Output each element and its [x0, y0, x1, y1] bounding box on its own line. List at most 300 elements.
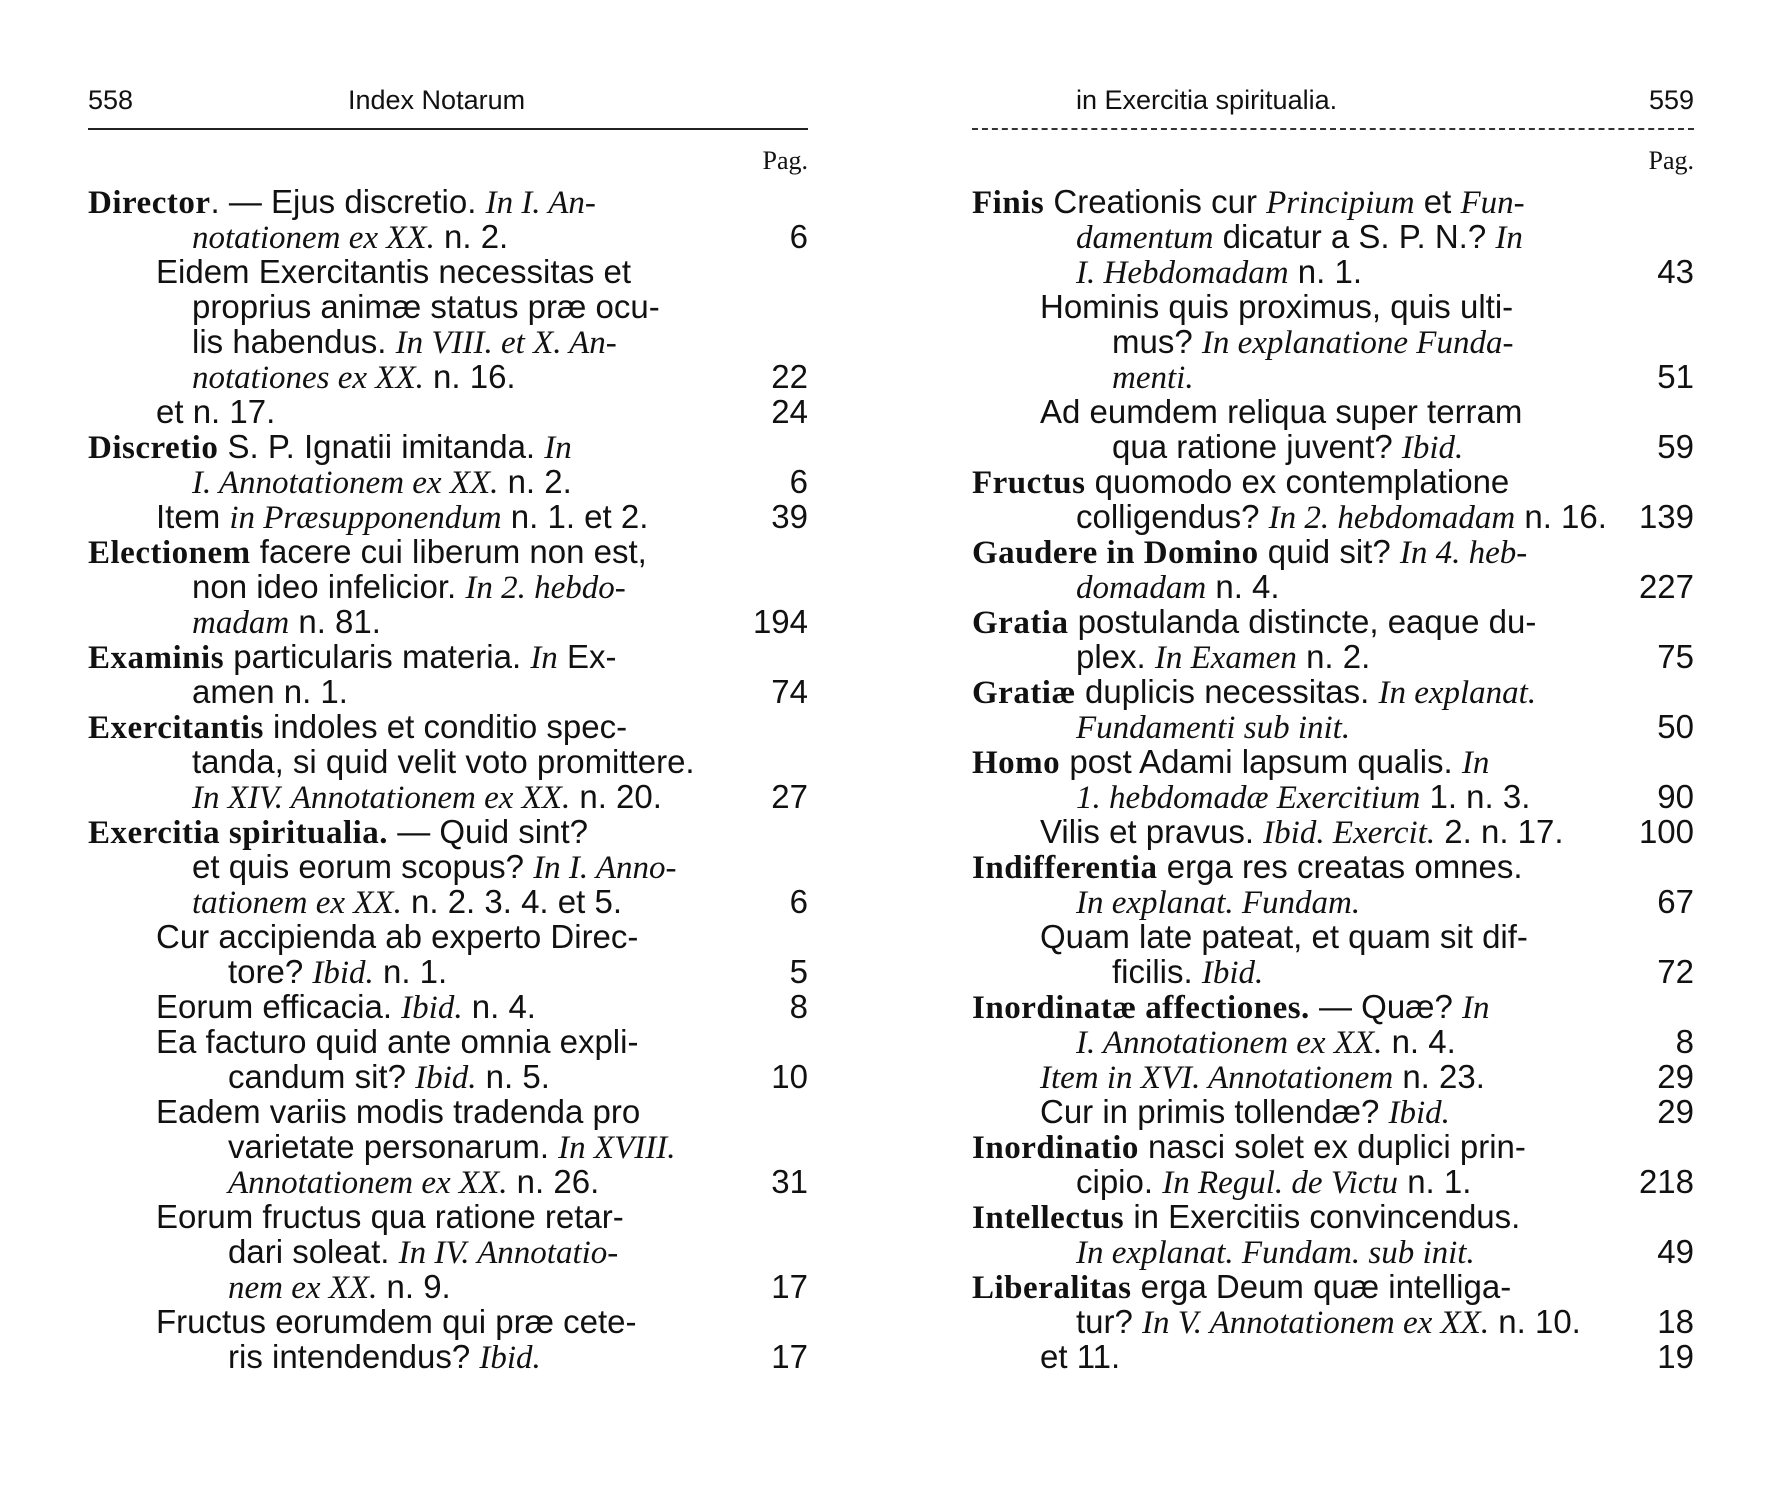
- entry-text: [88, 534, 647, 571]
- index-line: [972, 604, 1694, 639]
- entry-text: [192, 219, 508, 256]
- index-line: [88, 499, 808, 534]
- entry-text: [228, 1269, 451, 1306]
- entry-reference: In 4. heb-: [1399, 535, 1528, 571]
- entry-reference: I. Annotationem ex XX.: [1076, 1025, 1383, 1061]
- entry-text: [1076, 499, 1607, 536]
- index-line: [88, 569, 808, 604]
- entry-text: [1040, 394, 1522, 429]
- entry-text: [156, 919, 638, 954]
- entry-reference: In: [530, 640, 558, 676]
- index-line: [88, 254, 808, 289]
- entry-text: [156, 1199, 624, 1234]
- entry-plain-text: mus?: [1112, 323, 1202, 360]
- index-line: [88, 1094, 808, 1129]
- page-ref-number: 51: [1657, 358, 1694, 395]
- index-line: [972, 1199, 1694, 1234]
- entry-reference: In Examen: [1154, 640, 1297, 676]
- entry-plain-text: Quam late pateat, et quam sit dif-: [1040, 918, 1528, 955]
- entry-plain-text: 1. n. 3.: [1420, 778, 1531, 815]
- entry-plain-text: tore?: [228, 953, 313, 990]
- headword: Examinis: [88, 640, 225, 676]
- entry-text: [1076, 569, 1280, 606]
- index-line: [972, 534, 1694, 569]
- entry-reference: Ibid.: [401, 990, 463, 1026]
- entry-reference: Ibid.: [479, 1340, 541, 1376]
- index-line: [88, 814, 808, 849]
- entry-text: [1076, 884, 1360, 921]
- headword: Director: [88, 185, 211, 221]
- entry-plain-text: plex.: [1076, 638, 1155, 675]
- entry-plain-text: n. 1. et 2.: [501, 498, 649, 535]
- header-rule: [972, 128, 1694, 130]
- headword: Inordinatæ affectiones.: [972, 990, 1310, 1026]
- running-head: in Exercitia spiritualia.: [1076, 85, 1338, 115]
- entry-text: [192, 849, 676, 886]
- entry-plain-text: et quis eorum scopus?: [192, 848, 534, 885]
- page-ref-number: 29: [1657, 1058, 1694, 1095]
- entry-plain-text: particularis materia.: [224, 638, 531, 675]
- entry-reference: Ibid.: [1201, 955, 1264, 991]
- index-entries: [88, 184, 808, 1374]
- page-ref-number: 90: [1657, 778, 1694, 815]
- headword: Gratia: [972, 605, 1069, 641]
- entry-text: [192, 779, 662, 816]
- entry-plain-text: — Quid sint?: [388, 813, 588, 850]
- index-line: [972, 814, 1694, 849]
- index-line: [972, 1269, 1694, 1304]
- entry-plain-text: n. 1.: [1288, 253, 1363, 290]
- index-line: [972, 1339, 1694, 1374]
- header-rule: [88, 128, 808, 130]
- page-ref-number: 227: [1638, 568, 1694, 605]
- index-line: [88, 674, 808, 709]
- entry-reference: notationes ex XX.: [192, 360, 424, 396]
- entry-text: [1076, 254, 1362, 291]
- index-line: [972, 1234, 1694, 1269]
- index-line: [88, 1269, 808, 1304]
- page-ref-number: 67: [1657, 883, 1694, 920]
- entry-plain-text: Ad eumdem reliqua super terram: [1040, 393, 1523, 430]
- entry-plain-text: qua ratione juvent?: [1112, 428, 1402, 465]
- index-line: [972, 569, 1694, 604]
- entry-reference: In VIII. et X. An-: [395, 325, 617, 361]
- index-line: [972, 219, 1694, 254]
- entry-plain-text: n. 2.: [1296, 638, 1371, 675]
- entry-text: [192, 744, 695, 779]
- entry-reference: In IV. Annotatio-: [398, 1235, 619, 1271]
- index-line: [88, 849, 808, 884]
- entry-text: [88, 639, 616, 676]
- entry-plain-text: n. 10.: [1489, 1303, 1581, 1340]
- entry-text: [972, 989, 1490, 1026]
- entry-reference: Fun-: [1460, 185, 1525, 221]
- page-ref-number: 6: [789, 463, 808, 500]
- entry-text: [972, 464, 1509, 501]
- entry-text: [1112, 359, 1194, 396]
- entry-text: [1040, 1059, 1485, 1096]
- entry-plain-text: . — Ejus discretio.: [210, 183, 486, 220]
- entry-reference: In explanat.: [1378, 675, 1537, 711]
- entry-text: [972, 1269, 1511, 1306]
- entry-plain-text: indoles et conditio spec-: [263, 708, 628, 745]
- entry-reference: I. Annotationem ex XX.: [192, 465, 499, 501]
- page-ref-number: 27: [771, 778, 808, 815]
- entry-reference: Ibid.: [1401, 430, 1464, 466]
- entry-reference: Fundamenti sub init.: [1076, 710, 1351, 746]
- entry-plain-text: postulanda distincte, eaque du-: [1068, 603, 1537, 640]
- entry-text: [1076, 709, 1350, 746]
- entry-reference: Ibid.: [1388, 1095, 1450, 1131]
- entry-text: [972, 1129, 1526, 1166]
- index-line: [972, 1129, 1694, 1164]
- headword: Finis: [972, 185, 1045, 221]
- entry-reference: In I. Anno-: [533, 850, 677, 886]
- index-line: [88, 429, 808, 464]
- entry-plain-text: n. 4.: [462, 988, 536, 1025]
- entry-text: [192, 604, 381, 641]
- index-line: [972, 1304, 1694, 1339]
- entry-text: [88, 184, 596, 221]
- entry-text: [192, 324, 617, 361]
- page-ref-number: 29: [1657, 1093, 1694, 1130]
- entry-text: [192, 884, 622, 921]
- entry-reference: in Præsupponendum: [229, 500, 502, 536]
- entry-plain-text: 2. n. 17.: [1435, 813, 1564, 850]
- entry-reference: In: [1462, 990, 1490, 1026]
- page-ref-number: 31: [771, 1163, 808, 1200]
- entry-reference: Ibid. Exercit.: [1263, 815, 1436, 851]
- headword: Gaudere in Domino: [972, 535, 1259, 571]
- index-line: [88, 1304, 808, 1339]
- entry-text: [1112, 429, 1463, 466]
- entry-plain-text: n. 1.: [373, 953, 448, 990]
- entry-text: [972, 534, 1527, 571]
- entry-text: [192, 289, 660, 324]
- pag-label: Pag.: [762, 146, 808, 175]
- headword: Liberalitas: [972, 1270, 1132, 1306]
- entry-plain-text: varietate personarum.: [228, 1128, 559, 1165]
- entry-plain-text: ris intendendus?: [228, 1338, 480, 1375]
- index-line: [972, 709, 1694, 744]
- entry-plain-text: n. 9.: [377, 1268, 451, 1305]
- page-ref-number: 5: [789, 953, 808, 990]
- entry-text: [88, 709, 627, 746]
- entry-plain-text: Eorum efficacia.: [156, 988, 402, 1025]
- headword: Intellectus: [972, 1200, 1125, 1236]
- entry-plain-text: et: [1414, 183, 1461, 220]
- entry-plain-text: erga res creatas omnes.: [1157, 848, 1523, 885]
- index-line: [972, 884, 1694, 919]
- page-ref-number: 59: [1657, 428, 1694, 465]
- entry-text: [156, 1094, 640, 1129]
- entry-plain-text: n. 26.: [507, 1163, 600, 1200]
- headword: Homo: [972, 745, 1061, 781]
- index-line: [972, 254, 1694, 289]
- index-line: [88, 359, 808, 394]
- entry-reference: Ibid.: [312, 955, 374, 991]
- index-line: [88, 324, 808, 359]
- entry-plain-text: colligendus?: [1076, 498, 1269, 535]
- page-ref-number: 17: [771, 1268, 808, 1305]
- entry-text: [1076, 1024, 1456, 1061]
- index-line: [88, 289, 808, 324]
- index-line: [88, 184, 808, 219]
- entry-reference: In: [544, 430, 572, 466]
- entry-plain-text: Eadem variis modis tradenda pro: [156, 1093, 641, 1130]
- index-line: [88, 1129, 808, 1164]
- entry-text: [1040, 1339, 1120, 1374]
- entry-text: [228, 1339, 541, 1376]
- entry-text: [972, 674, 1536, 711]
- entry-plain-text: non ideo infelicior.: [192, 568, 466, 605]
- entry-text: [228, 1164, 599, 1201]
- entry-plain-text: dicatur a S. P. N.?: [1213, 218, 1496, 255]
- index-line: [88, 709, 808, 744]
- entry-text: [1040, 289, 1513, 324]
- entry-plain-text: proprius animæ status præ ocu-: [192, 288, 660, 325]
- entry-text: [972, 849, 1523, 886]
- index-line: [88, 464, 808, 499]
- entry-reference: In Regul. de Victu: [1162, 1165, 1399, 1201]
- entry-reference: In I. An-: [485, 185, 596, 221]
- headword: Exercitantis: [88, 710, 264, 746]
- entry-reference: In XIV. Annotationem ex XX.: [192, 780, 571, 816]
- entry-plain-text: Item: [156, 498, 230, 535]
- entry-reference: In: [1495, 220, 1523, 256]
- page-ref-number: 100: [1638, 813, 1694, 850]
- index-line: [972, 1024, 1694, 1059]
- page-ref-number: 43: [1657, 253, 1694, 290]
- entry-plain-text: Creationis cur: [1044, 183, 1267, 220]
- entry-plain-text: cipio.: [1076, 1163, 1163, 1200]
- entry-plain-text: ficilis.: [1112, 953, 1202, 990]
- page-ref-number: 75: [1657, 638, 1694, 675]
- entry-reference: In V. Annotationem ex XX.: [1142, 1305, 1490, 1341]
- entry-reference: In XVIII.: [558, 1130, 676, 1166]
- entry-reference: Annotationem ex XX.: [228, 1165, 508, 1201]
- entry-reference: I. Hebdomadam: [1076, 255, 1289, 291]
- right-page: [972, 0, 1694, 1500]
- index-line: [88, 779, 808, 814]
- index-line: [972, 394, 1694, 429]
- index-line: [88, 1164, 808, 1199]
- index-line: [88, 884, 808, 919]
- entry-plain-text: n. 4.: [1206, 568, 1280, 605]
- entry-plain-text: et 11.: [1040, 1338, 1121, 1375]
- entry-plain-text: candum sit?: [228, 1058, 416, 1095]
- entry-plain-text: n. 20.: [570, 778, 662, 815]
- entry-plain-text: Eidem Exercitantis necessitas et: [156, 253, 632, 290]
- page-ref-number: 6: [789, 218, 808, 255]
- entry-reference: tationem ex XX.: [192, 885, 402, 921]
- entry-reference: madam: [192, 605, 290, 641]
- entry-plain-text: n. 23.: [1393, 1058, 1485, 1095]
- left-header: [88, 82, 808, 118]
- entry-plain-text: nasci solet ex duplici prin-: [1138, 1128, 1526, 1165]
- page-ref-number: 72: [1657, 953, 1694, 990]
- page-ref-number: 74: [771, 673, 808, 710]
- entry-plain-text: n. 2.: [434, 218, 509, 255]
- entry-text: [156, 254, 631, 289]
- page-ref-number: 22: [771, 358, 808, 395]
- page-number: 558: [88, 85, 134, 115]
- index-line: [88, 1059, 808, 1094]
- index-line: [972, 429, 1694, 464]
- entry-text: [156, 499, 648, 536]
- entry-text: [192, 464, 572, 501]
- entry-plain-text: quid sit?: [1258, 533, 1400, 570]
- entry-reference: menti.: [1112, 360, 1194, 396]
- headword: Fructus: [972, 465, 1086, 501]
- page-ref-number: 10: [771, 1058, 808, 1095]
- headword: Discretio: [88, 430, 219, 466]
- entry-text: [156, 1304, 637, 1339]
- page-ref-number: 19: [1657, 1338, 1694, 1375]
- entry-text: [972, 744, 1489, 781]
- entry-text: [1076, 1234, 1475, 1271]
- index-line: [972, 289, 1694, 324]
- entry-text: [156, 989, 536, 1026]
- entry-reference: In 2. hebdo-: [465, 570, 626, 606]
- entry-reference: nem ex XX.: [228, 1270, 378, 1306]
- index-line: [88, 1339, 808, 1374]
- pag-label: Pag.: [1648, 146, 1694, 175]
- entry-text: [88, 429, 572, 466]
- entry-plain-text: Vilis et pravus.: [1040, 813, 1264, 850]
- entry-plain-text: tur?: [1076, 1303, 1143, 1340]
- entry-plain-text: Hominis quis proximus, quis ulti-: [1040, 288, 1514, 325]
- entry-plain-text: dari soleat.: [228, 1233, 399, 1270]
- entry-reference: In explanatione Funda-: [1201, 325, 1514, 361]
- entry-plain-text: erga Deum quæ intelliga-: [1131, 1268, 1512, 1305]
- entry-text: [1040, 919, 1528, 954]
- entry-plain-text: n. 5.: [476, 1058, 550, 1095]
- page-ref-number: 8: [1675, 1023, 1694, 1060]
- page-ref-number: 218: [1638, 1163, 1694, 1200]
- entry-reference: In: [1461, 745, 1490, 781]
- entry-text: [228, 954, 447, 991]
- index-line: [88, 1234, 808, 1269]
- entry-text: [1112, 954, 1263, 991]
- index-line: [972, 989, 1694, 1024]
- index-line: [972, 359, 1694, 394]
- entry-plain-text: Fructus eorumdem qui præ cete-: [156, 1303, 637, 1340]
- entry-text: [1076, 1304, 1581, 1341]
- entry-text: [1076, 639, 1370, 676]
- entry-plain-text: facere cui liberum non est,: [250, 533, 647, 570]
- entry-reference: Item in XVI. Annotationem: [1040, 1060, 1394, 1096]
- page-ref-number: 50: [1657, 708, 1694, 745]
- index-line: [972, 1094, 1694, 1129]
- entry-text: [192, 569, 626, 606]
- entry-text: [1076, 1164, 1471, 1201]
- entry-plain-text: n. 81.: [289, 603, 381, 640]
- entry-text: [228, 1059, 550, 1096]
- entry-plain-text: n. 16.: [1515, 498, 1607, 535]
- entry-text: [192, 674, 348, 709]
- entry-plain-text: n. 1.: [1398, 1163, 1472, 1200]
- index-line: [972, 639, 1694, 674]
- page-ref-number: 194: [752, 603, 808, 640]
- index-line: [88, 919, 808, 954]
- headword: Exercitia spiritualia.: [88, 815, 389, 851]
- entry-plain-text: in Exercitiis convincendus.: [1124, 1198, 1521, 1235]
- left-page: [88, 0, 808, 1500]
- entry-plain-text: Ex-: [557, 638, 617, 675]
- entry-text: [972, 604, 1536, 641]
- index-line: [972, 779, 1694, 814]
- index-line: [972, 184, 1694, 219]
- entry-plain-text: S. P. Ignatii imitanda.: [218, 428, 545, 465]
- entry-plain-text: Cur in primis tollendæ?: [1040, 1093, 1389, 1130]
- entry-text: [156, 394, 275, 429]
- entry-reference: In explanat. Fundam.: [1076, 885, 1361, 921]
- entry-text: [1040, 1094, 1450, 1131]
- entry-reference: In explanat. Fundam. sub init.: [1076, 1235, 1475, 1271]
- index-line: [88, 604, 808, 639]
- page-ref-number: 39: [771, 498, 808, 535]
- index-line: [972, 849, 1694, 884]
- index-line: [972, 744, 1694, 779]
- entry-reference: domadam: [1076, 570, 1207, 606]
- entry-reference: 1. hebdomadæ Exercitium: [1076, 780, 1421, 816]
- entry-text: [972, 184, 1525, 221]
- entry-plain-text: duplicis necessitas.: [1075, 673, 1379, 710]
- index-line: [88, 1024, 808, 1059]
- entry-plain-text: n. 2.: [498, 463, 572, 500]
- index-entries: [972, 184, 1694, 1374]
- index-line: [972, 954, 1694, 989]
- entry-text: [192, 359, 516, 396]
- entry-plain-text: quomodo ex contemplatione: [1085, 463, 1510, 500]
- entry-text: [156, 1024, 638, 1059]
- entry-text: [1040, 814, 1564, 851]
- entry-text: [972, 1199, 1520, 1236]
- entry-reference: In 2. hebdomadam: [1268, 500, 1516, 536]
- entry-text: [1112, 324, 1513, 361]
- entry-reference: Principium: [1266, 185, 1415, 221]
- entry-plain-text: n. 2. 3. 4. et 5.: [401, 883, 622, 920]
- headword: Gratiæ: [972, 675, 1076, 711]
- page-number: 559: [1648, 85, 1694, 115]
- index-line: [88, 639, 808, 674]
- entry-plain-text: Eorum fructus qua ratione retar-: [156, 1198, 624, 1235]
- index-line: [88, 744, 808, 779]
- entry-reference: Ibid.: [415, 1060, 477, 1096]
- entry-text: [228, 1129, 675, 1166]
- index-line: [88, 1199, 808, 1234]
- page-ref-number: 139: [1638, 498, 1694, 535]
- index-line: [972, 674, 1694, 709]
- entry-plain-text: n. 16.: [423, 358, 516, 395]
- entry-plain-text: post Adami lapsum qualis.: [1060, 743, 1462, 780]
- entry-text: [1076, 779, 1530, 816]
- index-line: [972, 499, 1694, 534]
- page-ref-number: 17: [771, 1338, 808, 1375]
- page-ref-number: 8: [789, 988, 808, 1025]
- page-ref-number: 6: [789, 883, 808, 920]
- index-line: [88, 989, 808, 1024]
- entry-plain-text: Cur accipienda ab experto Direc-: [156, 918, 639, 955]
- entry-plain-text: lis habendus.: [192, 323, 396, 360]
- page-ref-number: 49: [1657, 1233, 1694, 1270]
- entry-plain-text: Ea facturo quid ante omnia expli-: [156, 1023, 639, 1060]
- headword: Inordinatio: [972, 1130, 1139, 1166]
- entry-reference: damentum: [1076, 220, 1214, 256]
- entry-reference: notationem ex XX.: [192, 220, 435, 256]
- entry-plain-text: amen n. 1.: [192, 673, 348, 710]
